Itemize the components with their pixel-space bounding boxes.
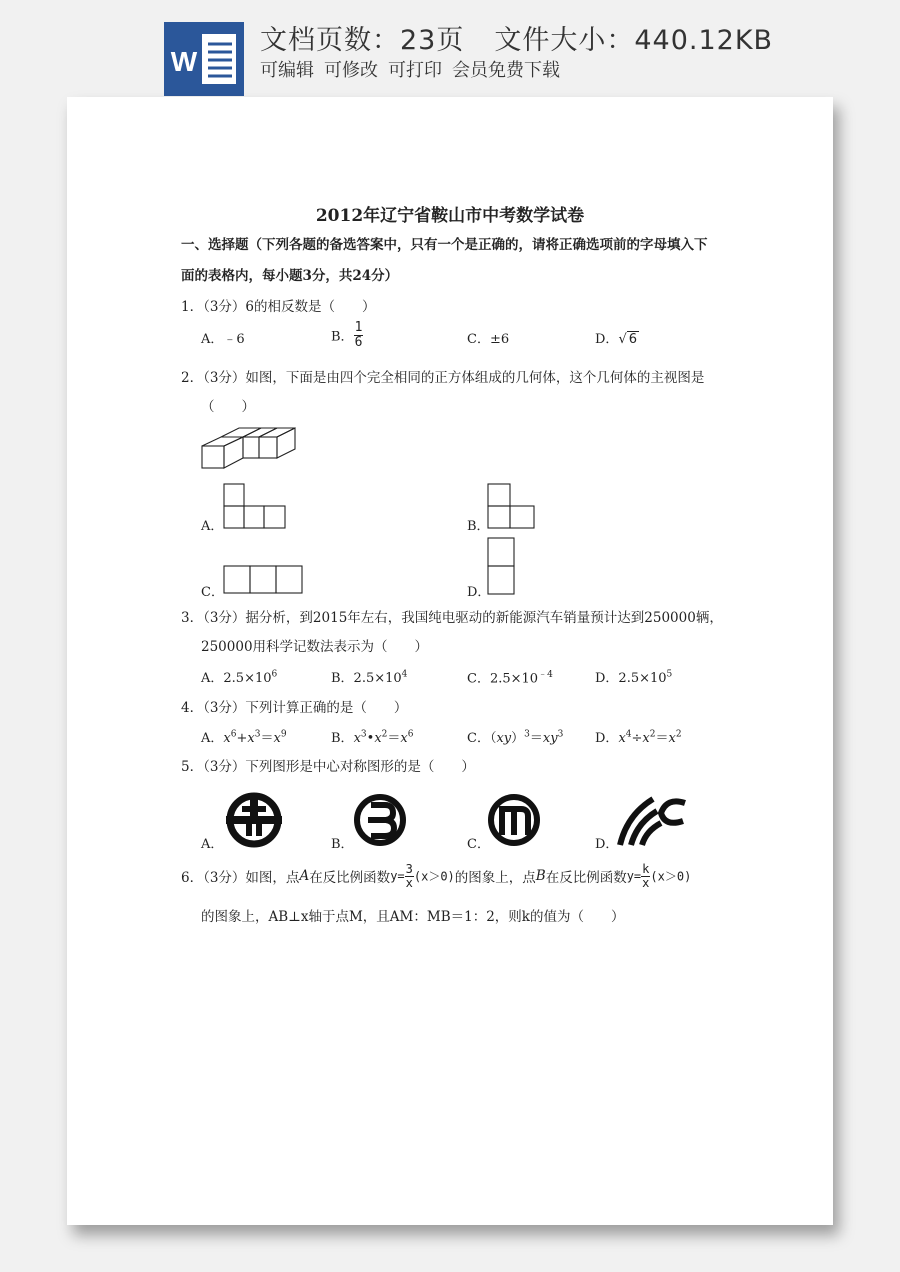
q6-point-a: A <box>299 868 310 885</box>
q6-stem-a: 6．（3分）如图，点 <box>181 870 300 887</box>
q1-fraction-denominator: 6 <box>354 334 363 350</box>
q3-option-a-exponent: 6 <box>271 669 278 680</box>
q4-option-c-label: C． <box>467 731 490 746</box>
q3-option-a <box>201 667 277 686</box>
q1-fraction <box>354 321 364 349</box>
q4-option-c: C．$(xy)^3=xy^3$ <box>467 729 564 746</box>
q1-option-d-label: D． <box>595 332 619 347</box>
q4-option-d: D．$x^4\div x^2=x^2$ <box>595 729 682 746</box>
file-size: 文件大小：440.12KB <box>494 25 774 56</box>
q1-option-b <box>331 321 363 349</box>
q2-option-c-figure <box>223 565 305 595</box>
q3-option-b-exponent: 4 <box>401 669 408 680</box>
q4-option-b: B．$x^3•x^2=x^6$ <box>331 729 414 746</box>
q3-option-d-base: D．2.5×10 <box>595 671 667 686</box>
q6-y-eq-1: y= <box>390 869 405 884</box>
q6-fraction-1-num: 3 <box>405 862 413 876</box>
q1-option-a: A．﹣6 <box>201 332 245 347</box>
q1-option-b-label: B． <box>331 329 354 345</box>
q5-logo-b-icon <box>353 793 407 847</box>
q2-option-b-label: B． <box>467 519 490 534</box>
question-2-stem-cont: （ ） <box>201 399 255 415</box>
q6-fraction-2 <box>641 863 650 889</box>
q3-option-c-base: C．2.5×10 <box>467 671 539 687</box>
q4-option-a: A．$x^6+x^3=x^9$ <box>201 729 287 746</box>
q6-condition-2: (x＞0) <box>650 869 692 884</box>
q6-fraction-2-den: x <box>642 875 650 890</box>
feature-list <box>260 56 570 82</box>
q5-logo-c-icon <box>487 793 541 847</box>
question-3-stem-cont: 250000用科学记数法表示为（ ） <box>201 639 429 655</box>
q4-option-b-label: B． <box>331 731 354 746</box>
q3-option-c-exponent: ﹣4 <box>538 670 553 680</box>
q1-fraction-numerator: 1 <box>354 320 363 335</box>
q6-stem-d: 在反比例函数 <box>545 870 627 887</box>
svg-text:W: W <box>170 46 198 77</box>
section-heading-line1: 一、选择题（下列各题的备选答案中，只有一个是正确的，请将正确选项前的字母填入下 <box>181 237 708 253</box>
question-4-stem: 4．（3分）下列计算正确的是（ ） <box>181 700 408 716</box>
question-6-stem <box>181 863 691 889</box>
document-info-banner <box>0 0 900 100</box>
page-count: 文档页数：23页 <box>260 25 465 56</box>
q2-option-a-label: A． <box>201 519 224 534</box>
document-stats <box>260 18 773 57</box>
exam-title: 2012年辽宁省鞍山市中考数学试卷 <box>315 206 585 226</box>
question-3-stem: 3．（3分）据分析，到2015年左右，我国纯电驱动的新能源汽车销量预计达到250000辆， <box>181 610 723 626</box>
feature-member-download: 会员免费下载 <box>452 60 560 81</box>
question-5-stem: 5．（3分）下列图形是中心对称图形的是（ ） <box>181 759 475 775</box>
q3-option-d-exponent: 5 <box>666 669 673 680</box>
feature-modifiable: 可修改 <box>324 60 378 81</box>
q5-option-a-label: A． <box>201 837 224 852</box>
feature-printable: 可打印 <box>388 60 442 81</box>
q1-option-c: C．±6 <box>467 332 510 347</box>
q3-option-b-base: B．2.5×10 <box>331 671 402 686</box>
q4-option-d-label: D． <box>595 731 619 746</box>
q4-option-a-label: A． <box>201 731 224 746</box>
document-page <box>67 97 833 1225</box>
feature-editable: 可编辑 <box>260 60 314 81</box>
q6-fraction-2-num: k <box>642 862 650 876</box>
section-heading-line2: 面的表格内，每小题3分，共24分） <box>181 268 399 284</box>
q1-radicand: 6 <box>628 332 638 347</box>
word-document-icon <box>164 22 244 96</box>
q3-option-d <box>595 667 672 686</box>
q6-stem-b: 在反比例函数 <box>309 870 391 887</box>
sqrt-symbol: √ <box>618 332 627 347</box>
q6-point-b: B <box>535 868 546 885</box>
q6-stem-c: 的图象上，点 <box>454 870 536 887</box>
q3-option-c <box>467 667 553 686</box>
question-6-stem-cont: 的图象上，AB⊥x轴于点M，且AM：MB＝1：2，则k的值为（ ） <box>201 909 625 925</box>
q5-option-d-label: D． <box>595 837 619 852</box>
q2-option-d-figure <box>487 537 517 597</box>
q2-option-b-figure <box>487 483 537 529</box>
q5-logo-d-icon <box>615 793 687 847</box>
q6-fraction-1 <box>405 863 414 889</box>
q2-option-a-figure <box>223 483 287 529</box>
q6-fraction-1-den: x <box>405 875 413 890</box>
q3-option-b <box>331 667 407 686</box>
q2-solid-figure <box>201 427 301 471</box>
q5-option-b-label: B． <box>331 837 354 852</box>
q1-option-d <box>595 328 639 347</box>
q5-option-c-label: C． <box>467 837 490 852</box>
question-2-stem: 2．（3分）如图，下面是由四个完全相同的正方体组成的几何体，这个几何体的主视图是 <box>181 370 705 386</box>
q2-option-d-label: D． <box>467 585 491 600</box>
question-1-stem: 1．（3分）6的相反数是（ ） <box>181 299 376 315</box>
q6-condition-1: (x＞0) <box>413 869 455 884</box>
q6-y-eq-2: y= <box>626 869 642 884</box>
q3-option-a-base: A．2.5×10 <box>201 671 272 686</box>
q5-logo-a-icon <box>225 791 283 849</box>
q2-option-c-label: C． <box>201 585 224 600</box>
